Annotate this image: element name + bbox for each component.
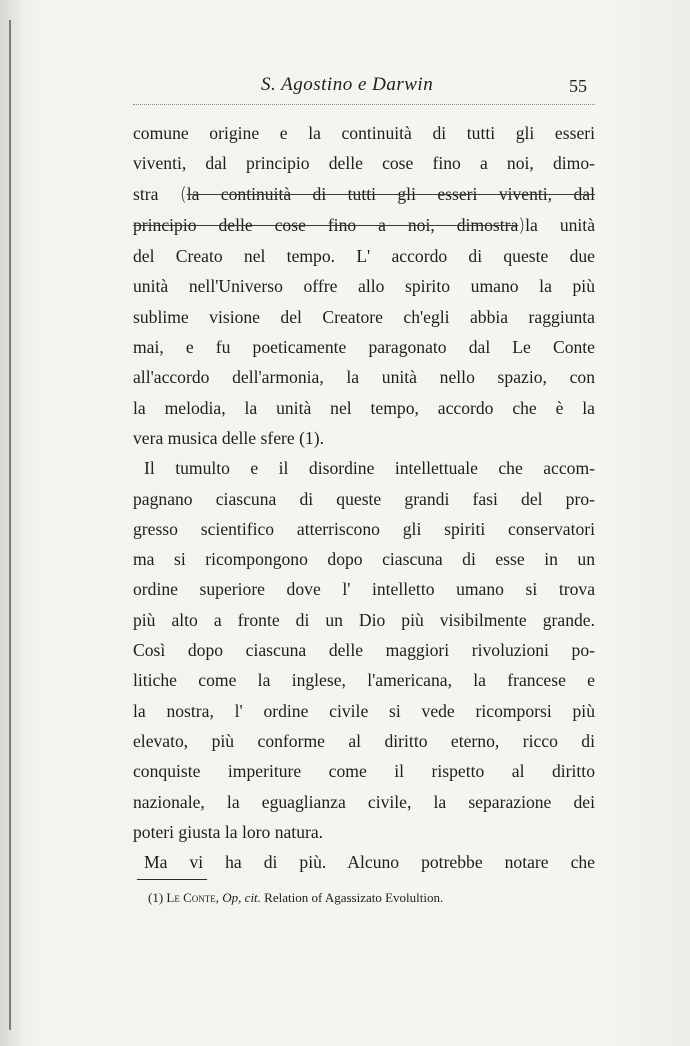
text-line: mai, e fu poeticamente paragonato dal Le Conte [133, 337, 595, 358]
text-line: litiche come la inglese, l'americana, la francese e [133, 670, 595, 691]
text-line: all'accordo dell'armonia, la unità nello spazio, con [133, 367, 595, 388]
deletion-bracket-open: ( [179, 184, 187, 205]
text-line: ma si ricompongono dopo ciascuna di esse in un [133, 549, 595, 570]
struck-text: la continuità di tutti gli esseri viventi, dal [186, 183, 595, 204]
text-line: del Creato nel tempo. L' accordo di queste due [133, 246, 595, 267]
text-line: Il tumulto e il disordine intellettuale che accom- [144, 458, 595, 479]
page-header [133, 72, 593, 102]
footnote-marker: (1) [148, 890, 164, 905]
footnote-reference: Op, cit. [222, 890, 261, 905]
page-number: 55 [569, 76, 587, 96]
text-line: ordine superiore dove l' intelletto umano si trova [133, 579, 595, 600]
footnote [148, 890, 443, 906]
text-line: Così dopo ciascuna delle maggiori rivoluzioni po- [133, 640, 595, 661]
text-line: comune origine e la continuità di tutti gli esseri [133, 123, 595, 143]
text-line: poteri giusta la loro natura. [133, 821, 324, 842]
footnote-rule [137, 879, 207, 880]
text-segment: stra [133, 183, 159, 204]
text-line: più alto a fronte di un Dio più visibilmente grande. [133, 609, 595, 630]
binding-edge-line [9, 20, 11, 1030]
header-rule [133, 104, 595, 105]
text-line: elevato, più conforme al diritto eterno, ricco di [133, 730, 595, 751]
text-line-with-deletion [133, 179, 595, 210]
text-line: sublime visione del Creatore ch'egli abbia raggiunta [133, 306, 595, 327]
footnote-title: Relation of Agassizato Evolultion. [264, 890, 444, 905]
text-line: vera musica delle sfere (1). [133, 427, 324, 448]
running-title: S. Agostino e Darwin [261, 74, 434, 95]
text-line: conquiste imperiture come il rispetto al diritto [133, 761, 595, 782]
footnote-author: Le Conte, [166, 890, 220, 905]
text-line: nazionale, la eguaglianza civile, la separazione dei [133, 791, 595, 812]
struck-text: principio delle cose fino a noi, dimostra [133, 214, 519, 235]
text-line: Ma vi ha di più. Alcuno potrebbe notare che [144, 852, 595, 873]
text-line: pagnano ciascuna di queste grandi fasi del pro- [133, 488, 595, 509]
body-text [133, 118, 595, 877]
text-line: gresso scientifico atterriscono gli spiriti conservatori [133, 518, 595, 539]
text-line-with-deletion [133, 210, 595, 241]
text-line: unità nell'Universo offre allo spirito umano la più [133, 276, 595, 297]
text-line: la melodia, la unità nel tempo, accordo che è la [133, 397, 595, 418]
text-line: la nostra, l' ordine civile si vede ricomporsi più [133, 700, 595, 721]
text-line: viventi, dal principio delle cose fino a noi, dimo- [133, 153, 595, 174]
page-binding-shadow [0, 0, 22, 1046]
text-segment: la unità [525, 214, 595, 235]
deletion-bracket-close: ) [518, 215, 526, 236]
